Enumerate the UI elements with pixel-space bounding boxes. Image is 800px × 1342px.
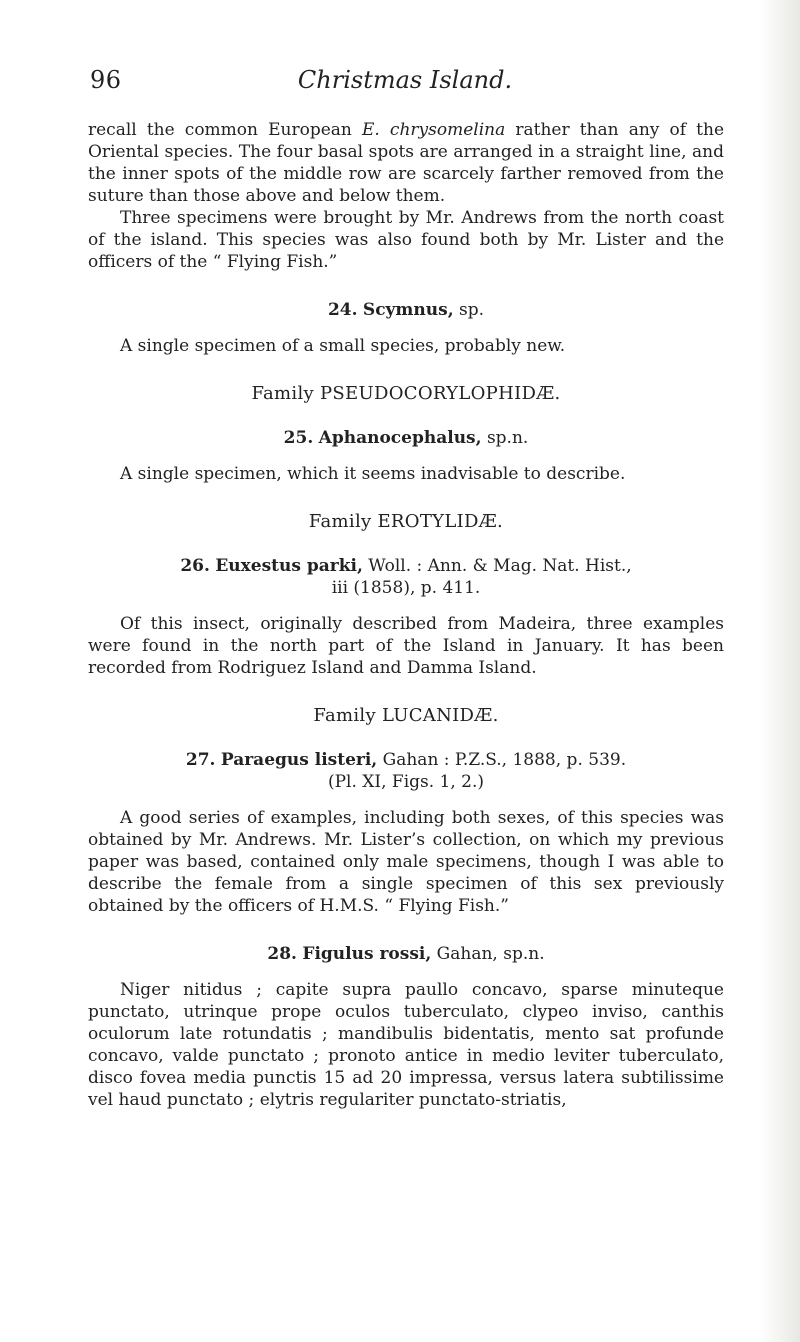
species-heading-24: 24. Scymnus, sp. (327, 300, 485, 320)
family-heading: Family PSEUDOCORYLOPHIDÆ. (251, 383, 561, 404)
paragraph: A good series of examples, including both sexes, of this species was obtained by Mr. Andrews. Mr. Lister’s collection, on which my previous paper was based, contained only male specimens, though I was able to describe the female from a single specimen of this sex previously obtained by the officers of H.M.S. “ Flying Fish.” (88, 808, 724, 916)
species-name: E. chrysomelina (361, 120, 506, 140)
running-title: Christmas Island. (297, 66, 513, 94)
body-text (88, 119, 724, 1111)
species-heading-26: 26. Euxestus parki, Woll. : Ann. & Mag. Nat. Hist., iii (1858), p. 411. (180, 556, 632, 598)
paragraph: A single specimen of a small species, probably new. (120, 336, 566, 356)
family-heading: Family EROTYLIDÆ. (308, 511, 504, 532)
paragraph-latin-description: Niger nitidus ; capite supra paullo concavo, sparse minuteque punctato, utrinque prope oculos tuberculato, clypeo inviso, canthis oculorum late rotundatis ; mandibulis bidentatis, mento sat profunde concavo, valde punctato ; pronoto antice in medio leviter tuberculato, disco fovea media punctis 15 ad 20 impressa, versus latera subtilissime vel haud punctato ; elytris regulariter punctato-striatis, (88, 980, 724, 1110)
species-heading-25: 25. Aphanocephalus, sp.n. (283, 428, 529, 448)
paragraph: Of this insect, originally described from Madeira, three examples were found in the north part of the Island in January. It has been recorded from Rodriguez Island and Damma Island. (88, 614, 724, 678)
paragraph: A single specimen, which it seems inadvisable to describe. (120, 464, 626, 484)
family-heading: Family LUCANIDÆ. (313, 705, 499, 726)
running-head (90, 66, 720, 106)
page-number: 96 (90, 66, 122, 94)
species-heading-28: 28. Figulus rossi, Gahan, sp.n. (267, 944, 545, 964)
paragraph-continuation: recall the common European E. chrysomelina rather than any of the Oriental species. The four basal spots are arranged in a straight line, and the inner spots of the middle row are scarcely farther removed from the suture than those above and below them. (88, 120, 725, 206)
paragraph: Three specimens were brought by Mr. Andrews from the north coast of the island. This species was also found both by Mr. Lister and the officers of the “ Flying Fish.” (88, 208, 724, 272)
species-heading-27: 27. Paraegus listeri, Gahan : P.Z.S., 1888, p. 539. (Pl. XI, Figs. 1, 2.) (185, 750, 627, 792)
